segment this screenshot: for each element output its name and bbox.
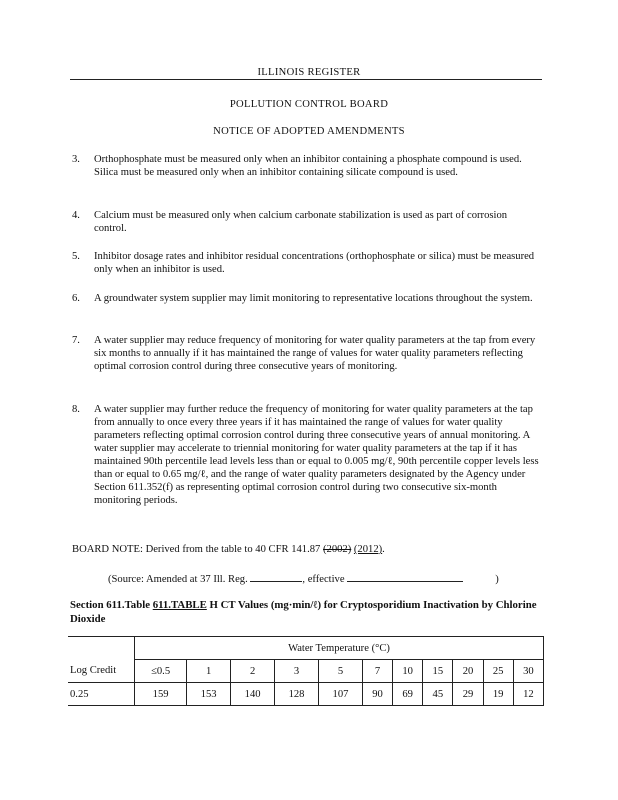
struck-year: (2002) [323,544,352,555]
inserted-year: (2012) [353,544,383,555]
item-number: 6. [72,293,80,304]
water-temperature-header: Water Temperature (°C) [135,637,544,660]
header-register: ILLINOIS REGISTER [257,67,361,78]
temperature-header-cell: 30 [513,660,543,683]
temperature-header-cell: 5 [319,660,363,683]
table-header-row [68,660,544,683]
item-number: 7. [72,335,80,346]
effective-date-blank [347,571,463,582]
source-close: ) [495,574,499,585]
log-credit-cell: 0.25 [68,683,135,706]
item-text: Inhibitor dosage rates and inhibitor residual concentrations (orthophosphate or silica) must be measured only when an inhibitor is used. [94,251,535,275]
item-number: 8. [72,404,80,415]
header-rule [70,79,542,80]
source-middle: , effective [302,574,348,585]
section-heading [70,598,550,626]
ct-value-cell: 107 [319,683,363,706]
board-note-end: . [382,544,385,555]
ct-value-cell: 128 [275,683,319,706]
ct-values-table [68,636,544,706]
board-note-text: BOARD NOTE: Derived from the table to 40 CFR 141.87 [72,544,323,555]
list-item-7 [72,334,542,373]
temperature-header-cell: ≤0.5 [135,660,187,683]
temperature-header-cell: 15 [423,660,453,683]
source-prefix: (Source: Amended at 37 Ill. Reg. [108,574,251,585]
temperature-header-cell: 7 [362,660,392,683]
temperature-header-cell: 25 [483,660,513,683]
table-group-header-row [68,637,544,660]
item-text: A water supplier may reduce frequency of monitoring for water quality parameters at the tap from every six months to annually if it has maintained the range of values for water quality parameters reflecting optimal corrosion control during three consecutive years of monitoring. [94,335,536,372]
ct-value-cell: 12 [513,683,543,706]
item-number: 5. [72,251,80,262]
temperature-header-cell: 3 [275,660,319,683]
reg-page-blank [250,571,302,582]
section-underlined: 611.TABLE [152,599,207,611]
ct-value-cell: 69 [393,683,423,706]
log-credit-header: Log Credit [68,660,135,683]
item-text: A groundwater system supplier may limit monitoring to representative locations throughout the system. [94,293,533,304]
temperature-header-cell: 1 [187,660,231,683]
section-lead: Section 611.Table [70,599,153,611]
item-number: 3. [72,154,80,165]
ct-value-cell: 153 [187,683,231,706]
temperature-header-cell: 20 [453,660,483,683]
item-number: 4. [72,210,80,221]
header-board: POLLUTION CONTROL BOARD [229,99,389,110]
list-item-3 [72,153,542,179]
temperature-header-cell: 2 [231,660,275,683]
ct-value-cell: 19 [483,683,513,706]
table-corner-cell [68,637,135,660]
temperature-header-cell: 10 [393,660,423,683]
ct-value-cell: 140 [231,683,275,706]
item-text: Orthophosphate must be measured only when an inhibitor containing a phosphate compound is used. Silica must be measured only when an inhibitor containing silicate compound is used. [94,154,522,178]
section-title: H CT Values (mg·min/ℓ) for Cryptosporidium Inactivation by Chlorine Dioxide [70,599,537,625]
source-line [108,571,548,586]
header-notice: NOTICE OF ADOPTED AMENDMENTS [213,126,405,137]
ct-value-cell: 29 [453,683,483,706]
list-item-5 [72,250,542,276]
table-row [68,683,544,706]
list-item-8 [72,403,542,507]
item-text: Calcium must be measured only when calcium carbonate stabilization is used as part of corrosion control. [94,210,508,234]
ct-value-cell: 159 [135,683,187,706]
list-item-4 [72,209,542,235]
item-text: A water supplier may further reduce the frequency of monitoring for water quality parameters at the tap from annually to once every three years if it has maintained the range of values for water quality parameters reflecting optimal corrosion control during three consecutive years of annual monitoring. A water supplier may accelerate to triennial monitoring for water quality parameters at the tap if it has maintained 90th percentile lead levels less than or equal to 0.005 mg/ℓ, 90th percentile copper levels less than or equal to 0.65 mg/ℓ, and the range of water quality parameters designated by the Agency under Section 611.352(f) as representing optimal corrosion control during two consecutive six-month monitoring periods. [94,404,539,506]
ct-value-cell: 45 [423,683,453,706]
board-note [72,543,542,556]
list-item-6 [72,292,542,305]
ct-value-cell: 90 [362,683,392,706]
